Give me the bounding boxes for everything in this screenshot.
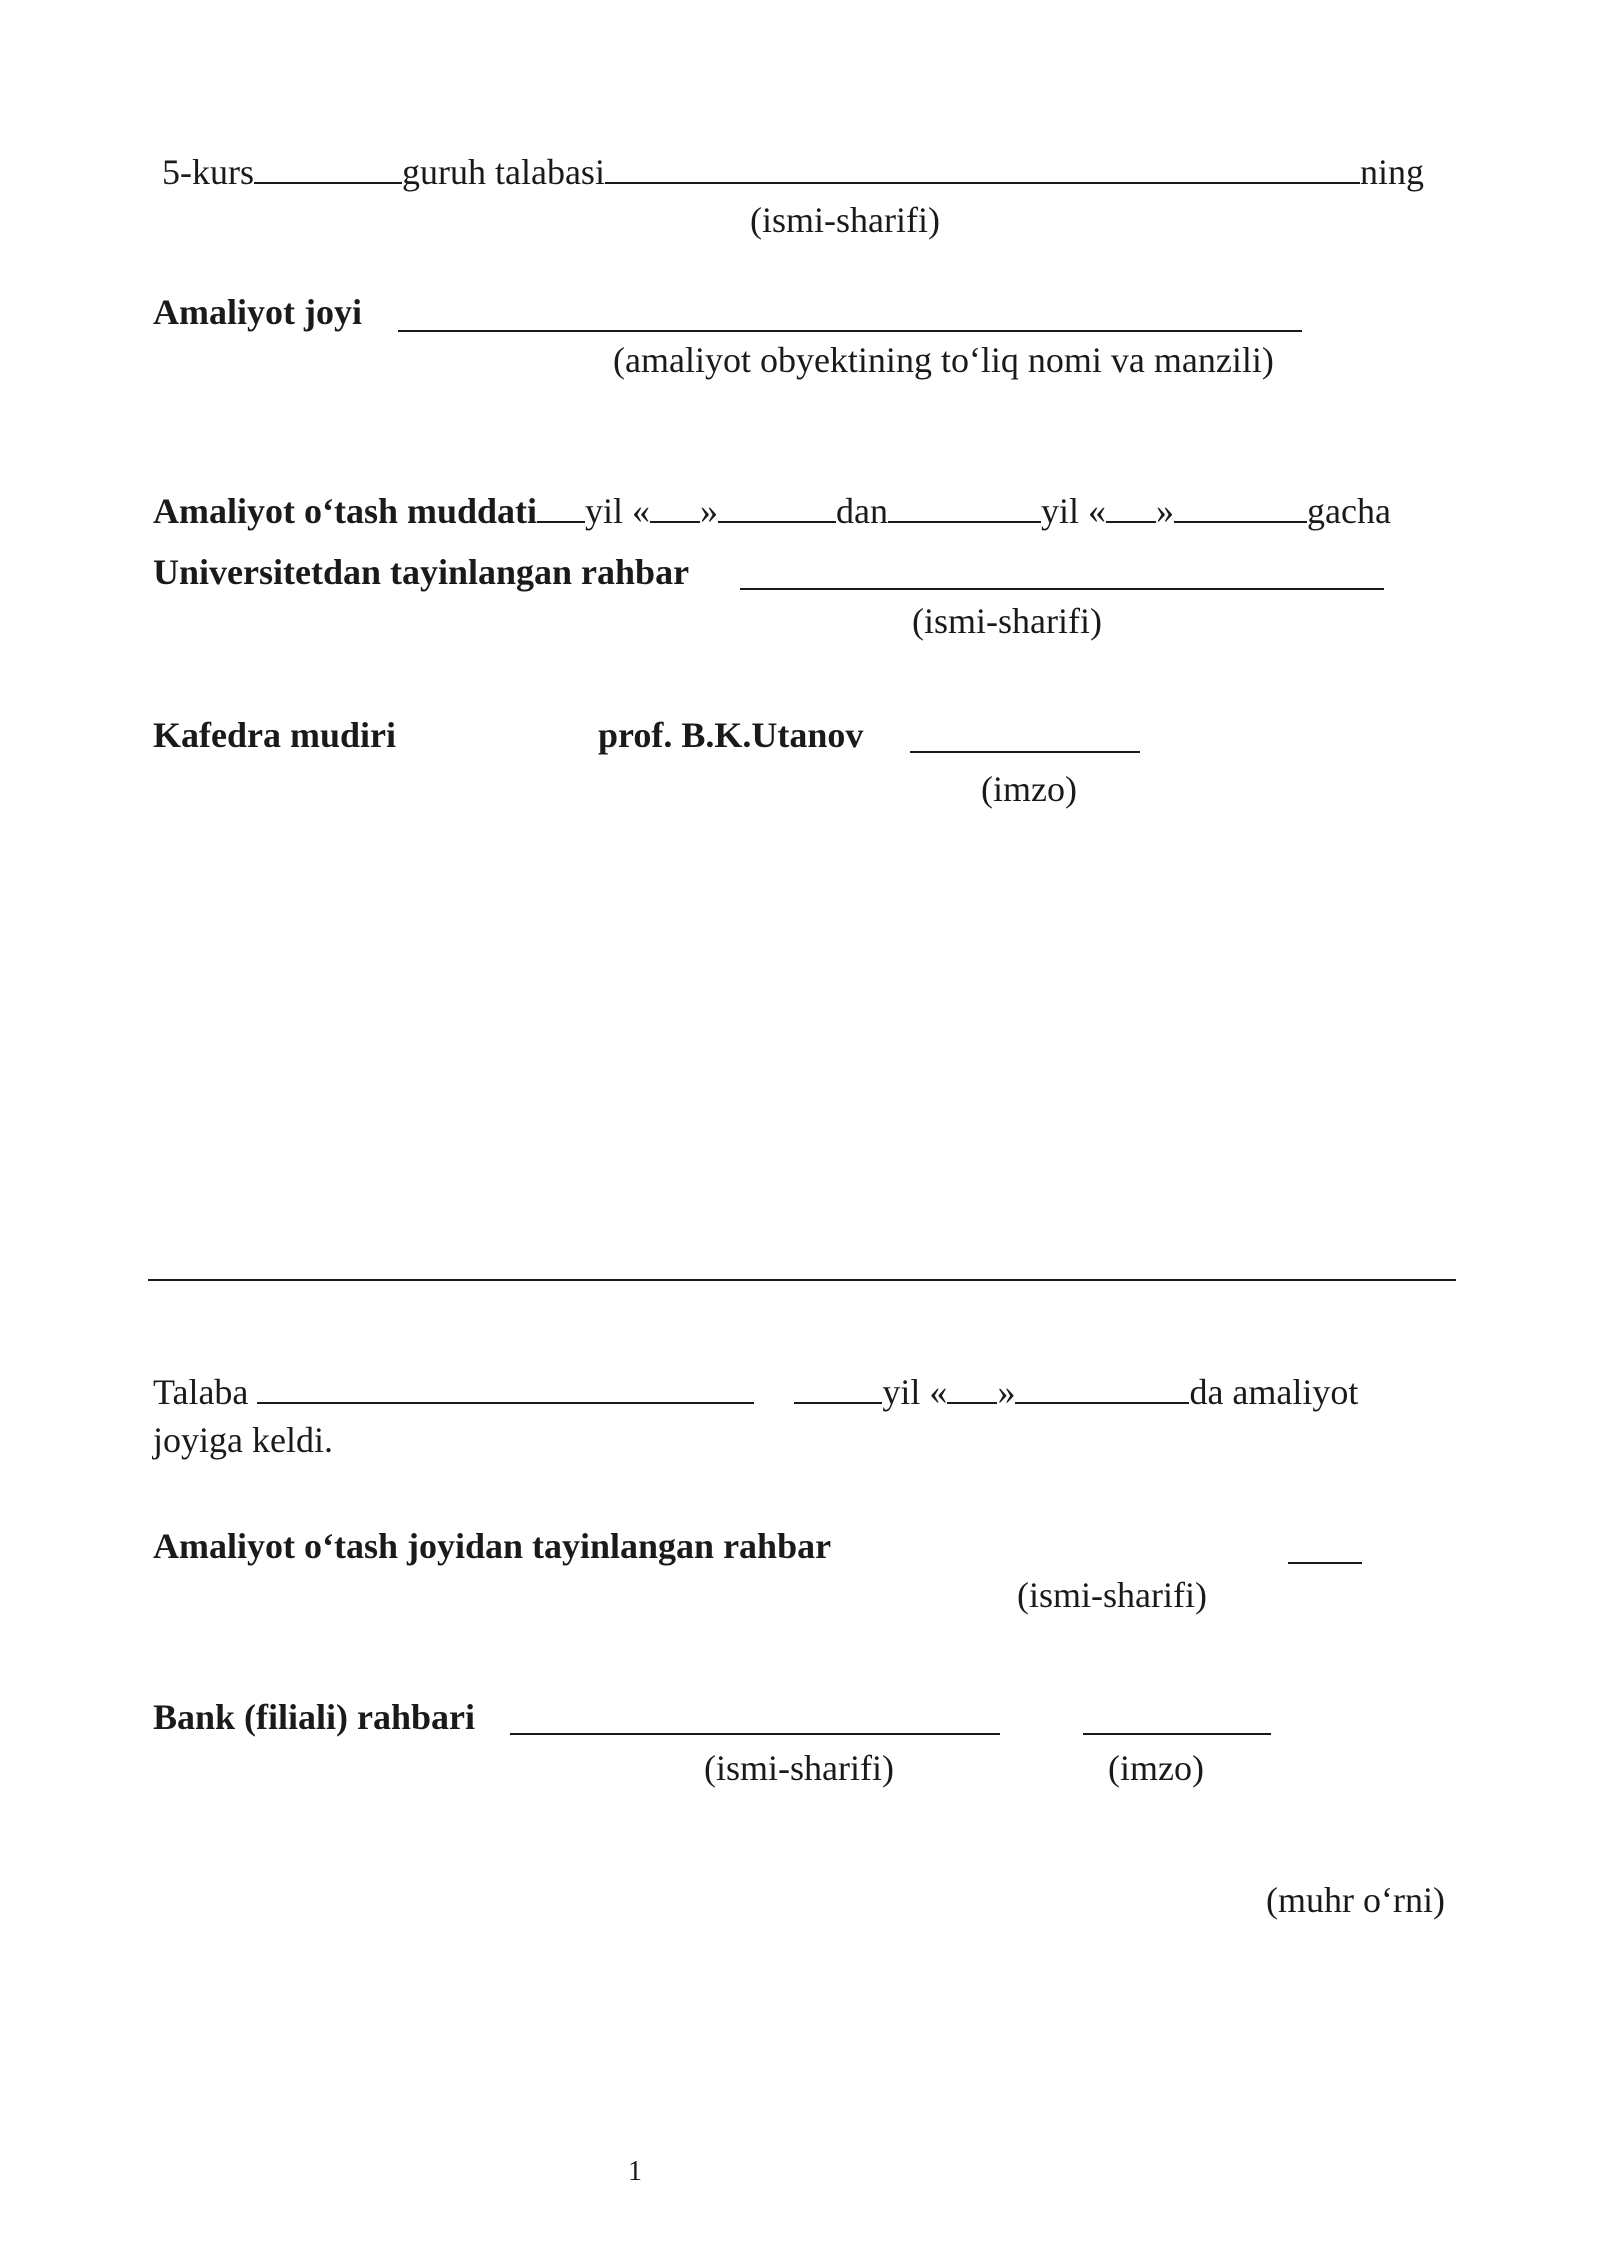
practice-place-label: Amaliyot joyi (153, 292, 362, 332)
department-head-name: prof. B.K.Utanov (598, 715, 864, 755)
section-divider (148, 1279, 1456, 1281)
practice-place-blank[interactable] (398, 330, 1302, 332)
site-supervisor-label: Amaliyot o‘tash joyidan tayinlangan rahbar (153, 1526, 832, 1566)
bank-head-signature-blank[interactable] (1083, 1733, 1271, 1735)
end-yil-text: yil « (1041, 491, 1107, 531)
end-month-blank[interactable] (1174, 487, 1307, 523)
start-year-blank[interactable] (537, 487, 585, 523)
end-close-quote: » (1156, 491, 1175, 531)
group-student-text: guruh talabasi (402, 152, 605, 192)
student-name-blank[interactable] (605, 148, 1360, 184)
department-head-label: Kafedra mudiri (153, 715, 396, 755)
university-supervisor-caption: (ismi-sharifi) (912, 601, 1102, 641)
arrival-close-quote: » (997, 1372, 1016, 1412)
student-line (162, 148, 1424, 194)
dan-text: dan (836, 491, 889, 531)
page-number: 1 (628, 2156, 642, 2187)
bank-head-label: Bank (filiali) rahbari (153, 1697, 476, 1737)
arrival-student-name-blank[interactable] (257, 1368, 754, 1404)
site-supervisor-caption: (ismi-sharifi) (1017, 1575, 1207, 1615)
arrival-da-text: da amaliyot (1189, 1372, 1359, 1412)
start-close-quote: » (700, 491, 719, 531)
start-day-blank[interactable] (650, 487, 700, 523)
end-year-blank[interactable] (888, 487, 1041, 523)
ning-suffix: ning (1359, 152, 1424, 192)
arrival-yil-text: yil « (882, 1372, 948, 1412)
gacha-text: gacha (1307, 491, 1391, 531)
stamp-place: (muhr o‘rni) (1266, 1880, 1445, 1920)
arrival-line-2: joyiga keldi. (153, 1420, 333, 1460)
start-month-blank[interactable] (718, 487, 836, 523)
end-day-blank[interactable] (1106, 487, 1156, 523)
department-head-signature-blank[interactable] (910, 751, 1140, 753)
arrival-month-blank[interactable] (1015, 1368, 1189, 1404)
arrival-line (153, 1368, 1358, 1414)
course-text: 5-kurs (162, 152, 254, 192)
bank-head-name-caption: (ismi-sharifi) (704, 1748, 894, 1788)
arrival-day-blank[interactable] (947, 1368, 997, 1404)
student-name-caption: (ismi-sharifi) (750, 200, 940, 240)
bank-head-signature-caption: (imzo) (1108, 1748, 1204, 1788)
practice-period-label: Amaliyot o‘tash muddati (153, 491, 538, 531)
university-supervisor-blank[interactable] (740, 588, 1384, 590)
site-supervisor-blank[interactable] (1288, 1562, 1362, 1564)
talaba-label: Talaba (153, 1372, 249, 1412)
bank-head-name-blank[interactable] (510, 1733, 1000, 1735)
practice-period-line (153, 487, 1391, 533)
start-yil-text: yil « (585, 491, 651, 531)
group-blank[interactable] (254, 148, 402, 184)
arrival-year-blank[interactable] (794, 1368, 882, 1404)
university-supervisor-label: Universitetdan tayinlangan rahbar (153, 552, 690, 592)
practice-place-caption: (amaliyot obyektining to‘liq nomi va manzili) (613, 340, 1274, 380)
department-head-signature-caption: (imzo) (981, 769, 1077, 809)
